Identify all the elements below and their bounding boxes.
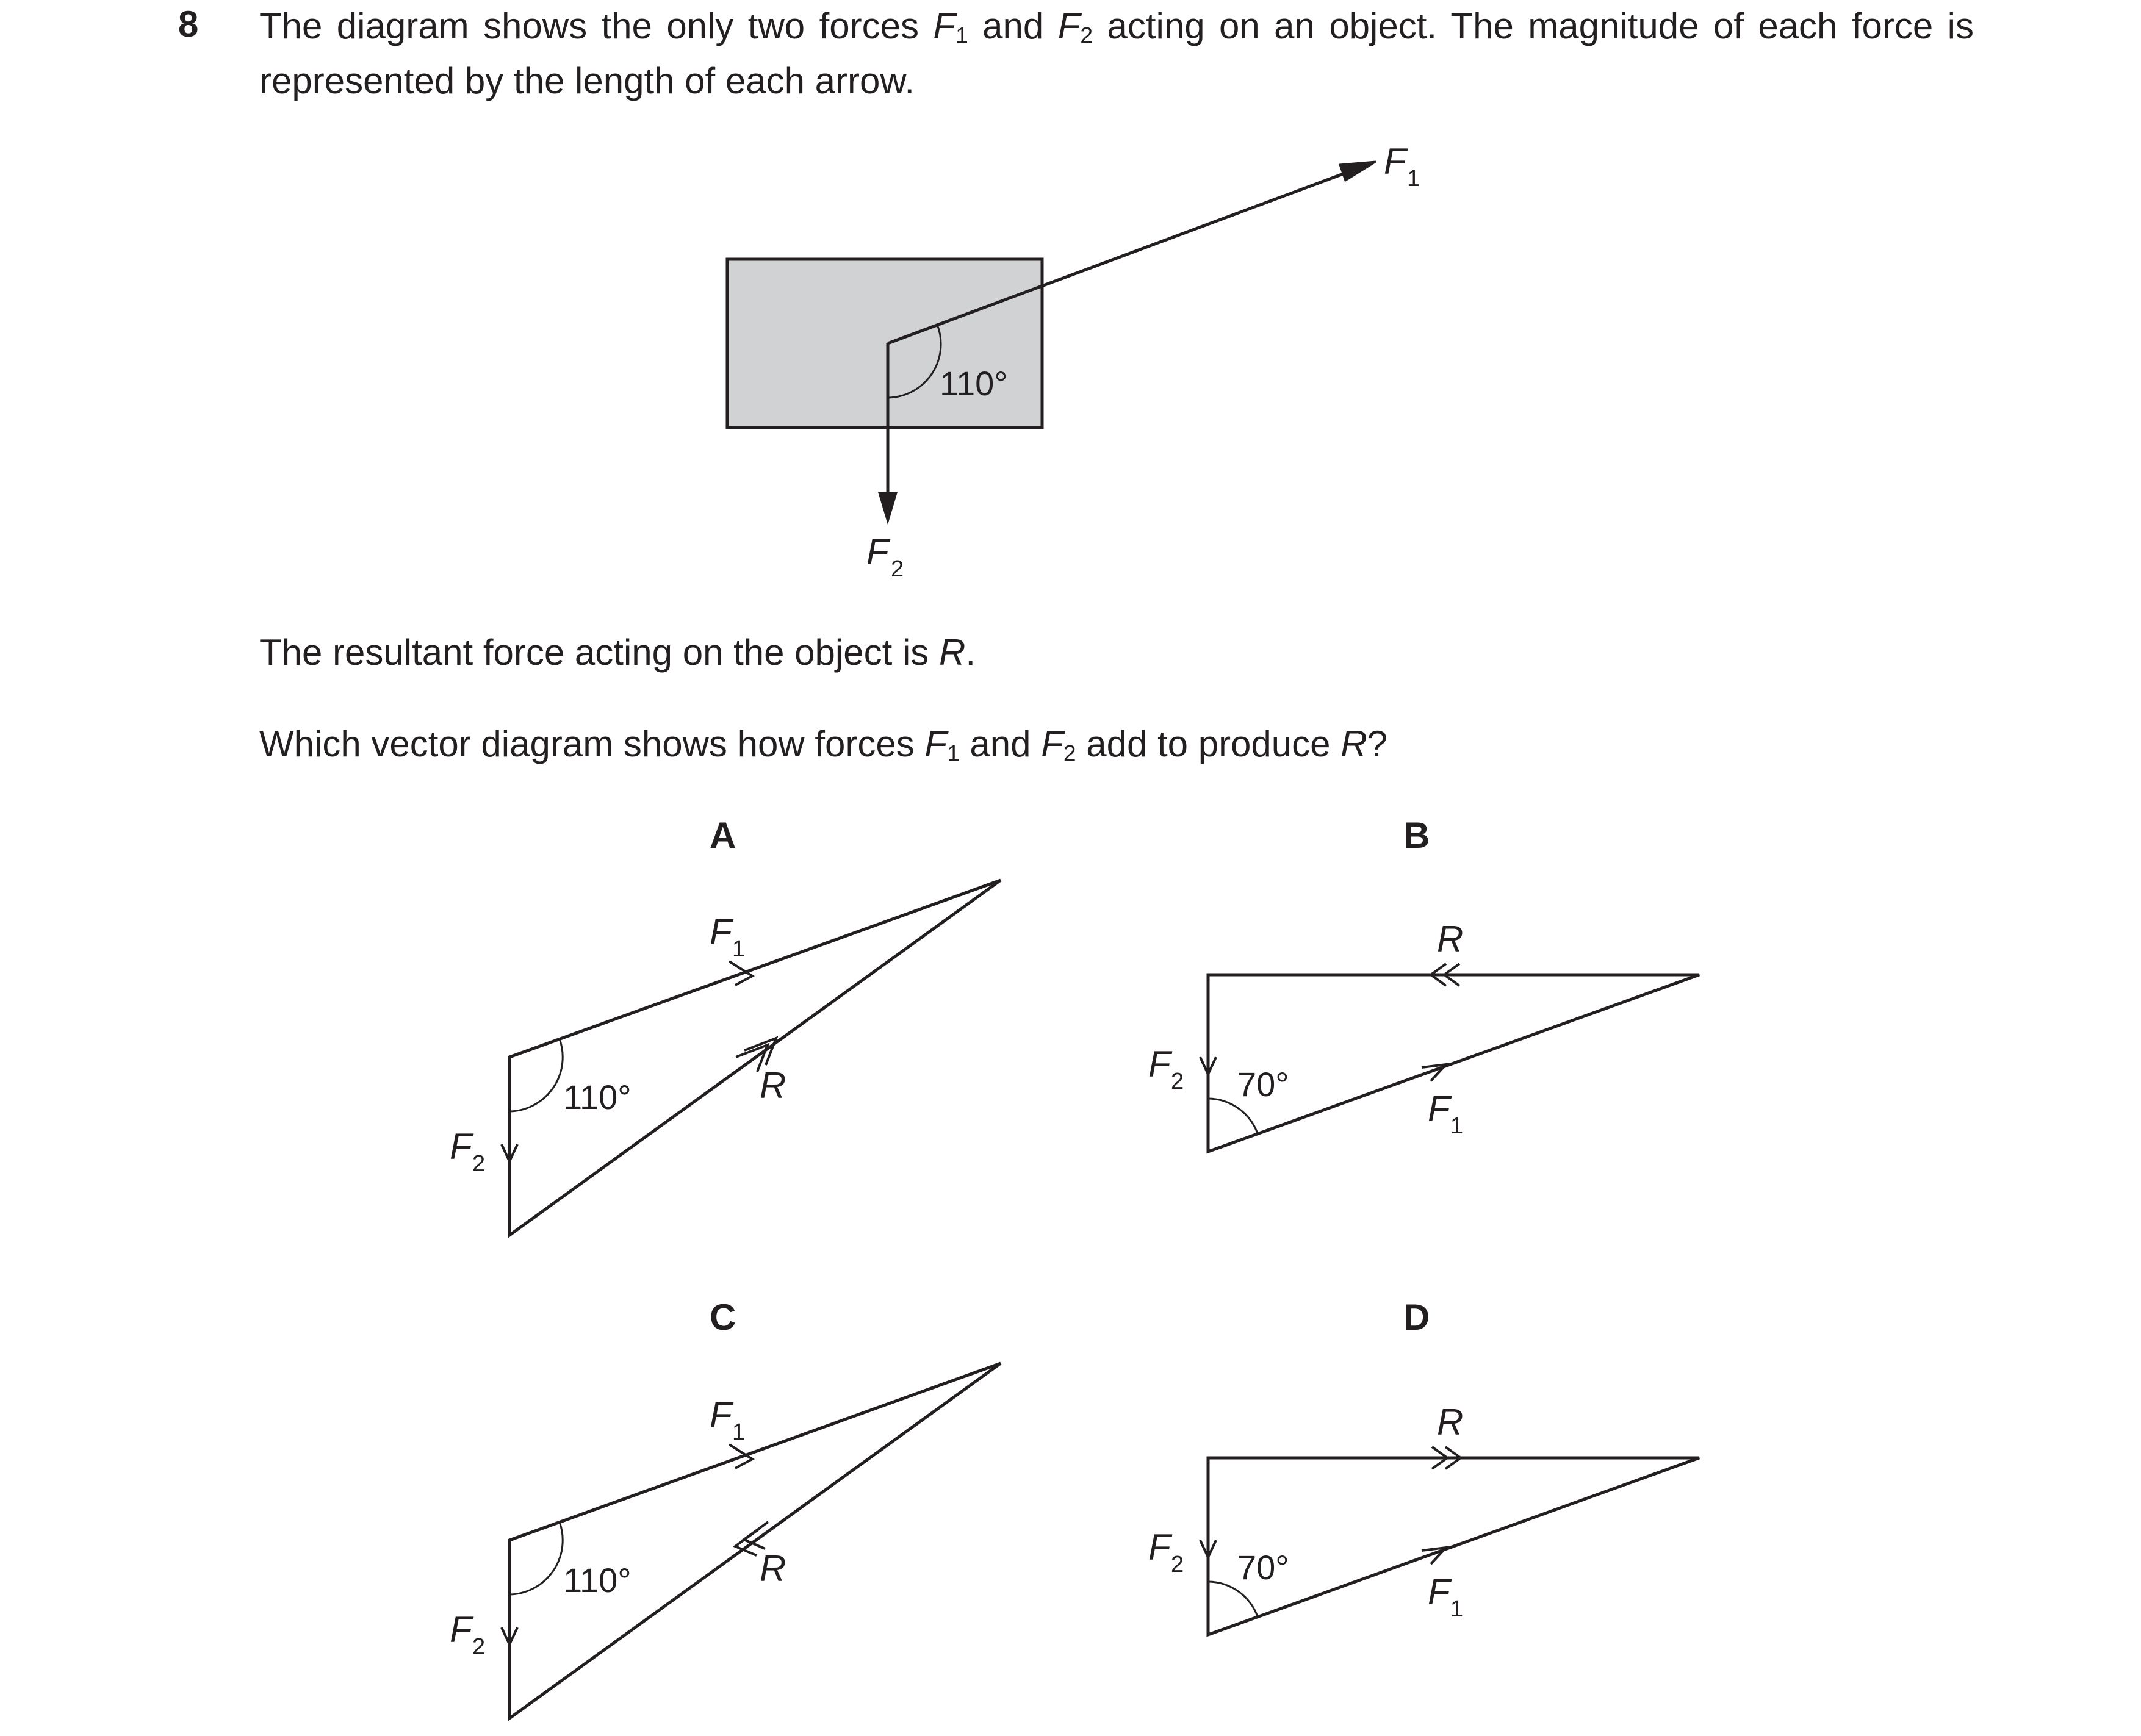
- option-c-f1-subscript: 1: [732, 1419, 746, 1445]
- question-number: 8: [178, 4, 199, 45]
- main-f2-label: F: [866, 531, 889, 572]
- resultant-sentence-text: The resultant force acting on the object is: [259, 632, 939, 673]
- option-a-angle-label: 110°: [563, 1078, 632, 1116]
- option-a-r-label: R: [760, 1065, 786, 1106]
- option-b-letter: B: [1403, 815, 1430, 856]
- option-c-f2-subscript: 2: [472, 1634, 486, 1660]
- question-text-and: and: [968, 5, 1058, 46]
- option-a-f2-label: F: [450, 1126, 472, 1167]
- option-b-f2-subscript: 2: [1171, 1069, 1184, 1094]
- main-f1-label: F: [1384, 141, 1406, 182]
- option-c-r-label: R: [760, 1548, 786, 1589]
- question-text-part2: acting on an object. The magnitude of each force is represented by the length of each arrow.: [259, 5, 1974, 102]
- prompt-f1-subscript: 1: [947, 740, 960, 766]
- force-f1-line: [888, 171, 1351, 343]
- option-b-angle-label: 70°: [1237, 1065, 1289, 1103]
- option-b-r-label: R: [1437, 919, 1464, 959]
- option-a-diagram: [502, 880, 1001, 1235]
- prompt-r-symbol: R: [1340, 723, 1367, 764]
- option-c-f2-label: F: [450, 1609, 472, 1650]
- option-a-triangle: [509, 880, 1001, 1235]
- option-b-angle-arc: [1208, 1099, 1258, 1133]
- option-b-f2-label: F: [1148, 1044, 1171, 1085]
- option-d-letter: D: [1403, 1297, 1430, 1338]
- force-f2-arrowhead: [879, 493, 896, 522]
- prompt-f2-symbol: F: [1041, 723, 1063, 764]
- prompt-and: and: [959, 723, 1042, 764]
- prompt-part1: Which vector diagram shows how forces: [259, 723, 925, 764]
- resultant-sentence-end: .: [965, 632, 976, 673]
- main-force-diagram: [727, 162, 1376, 522]
- option-a-f1-subscript: 1: [732, 936, 746, 962]
- option-d-f1-subscript: 1: [1450, 1596, 1464, 1622]
- force-f1-arrowhead: [1340, 162, 1376, 181]
- prompt-f2-subscript: 2: [1063, 740, 1076, 766]
- option-a-f2-subscript: 2: [472, 1151, 486, 1177]
- option-c-angle-label: 110°: [563, 1561, 632, 1599]
- option-b-f1-label: F: [1428, 1088, 1450, 1129]
- f1-subscript: 1: [955, 22, 968, 48]
- option-c-diagram: [502, 1363, 1001, 1718]
- resultant-symbol: R: [938, 632, 966, 673]
- prompt-f1-symbol: F: [924, 723, 948, 764]
- option-c-triangle: [509, 1363, 1001, 1718]
- main-f1-subscript: 1: [1407, 166, 1420, 192]
- option-a-angle-arc: [509, 1039, 563, 1111]
- f2-symbol: F: [1057, 5, 1081, 46]
- option-c-angle-arc: [509, 1522, 563, 1594]
- option-a-f1-label: F: [710, 911, 732, 952]
- option-a-letter: A: [710, 815, 736, 856]
- option-d-angle-label: 70°: [1237, 1548, 1289, 1587]
- option-c-letter: C: [710, 1297, 736, 1338]
- option-d-f2-label: F: [1148, 1527, 1171, 1568]
- f2-subscript: 2: [1080, 22, 1093, 48]
- option-d-angle-arc: [1208, 1582, 1258, 1616]
- option-d-f1-label: F: [1428, 1571, 1450, 1612]
- prompt-end: ?: [1367, 723, 1387, 764]
- prompt-part2: add to produce: [1076, 723, 1341, 764]
- option-b-f1-subscript: 1: [1450, 1113, 1464, 1139]
- option-d-f2-subscript: 2: [1171, 1552, 1184, 1577]
- main-angle-label: 110°: [940, 364, 1008, 403]
- main-f2-subscript: 2: [891, 556, 904, 582]
- f1-symbol: F: [933, 5, 956, 46]
- option-d-r-label: R: [1437, 1402, 1464, 1443]
- option-c-f1-label: F: [710, 1394, 732, 1435]
- question-text-part1: The diagram shows the only two forces: [259, 5, 934, 46]
